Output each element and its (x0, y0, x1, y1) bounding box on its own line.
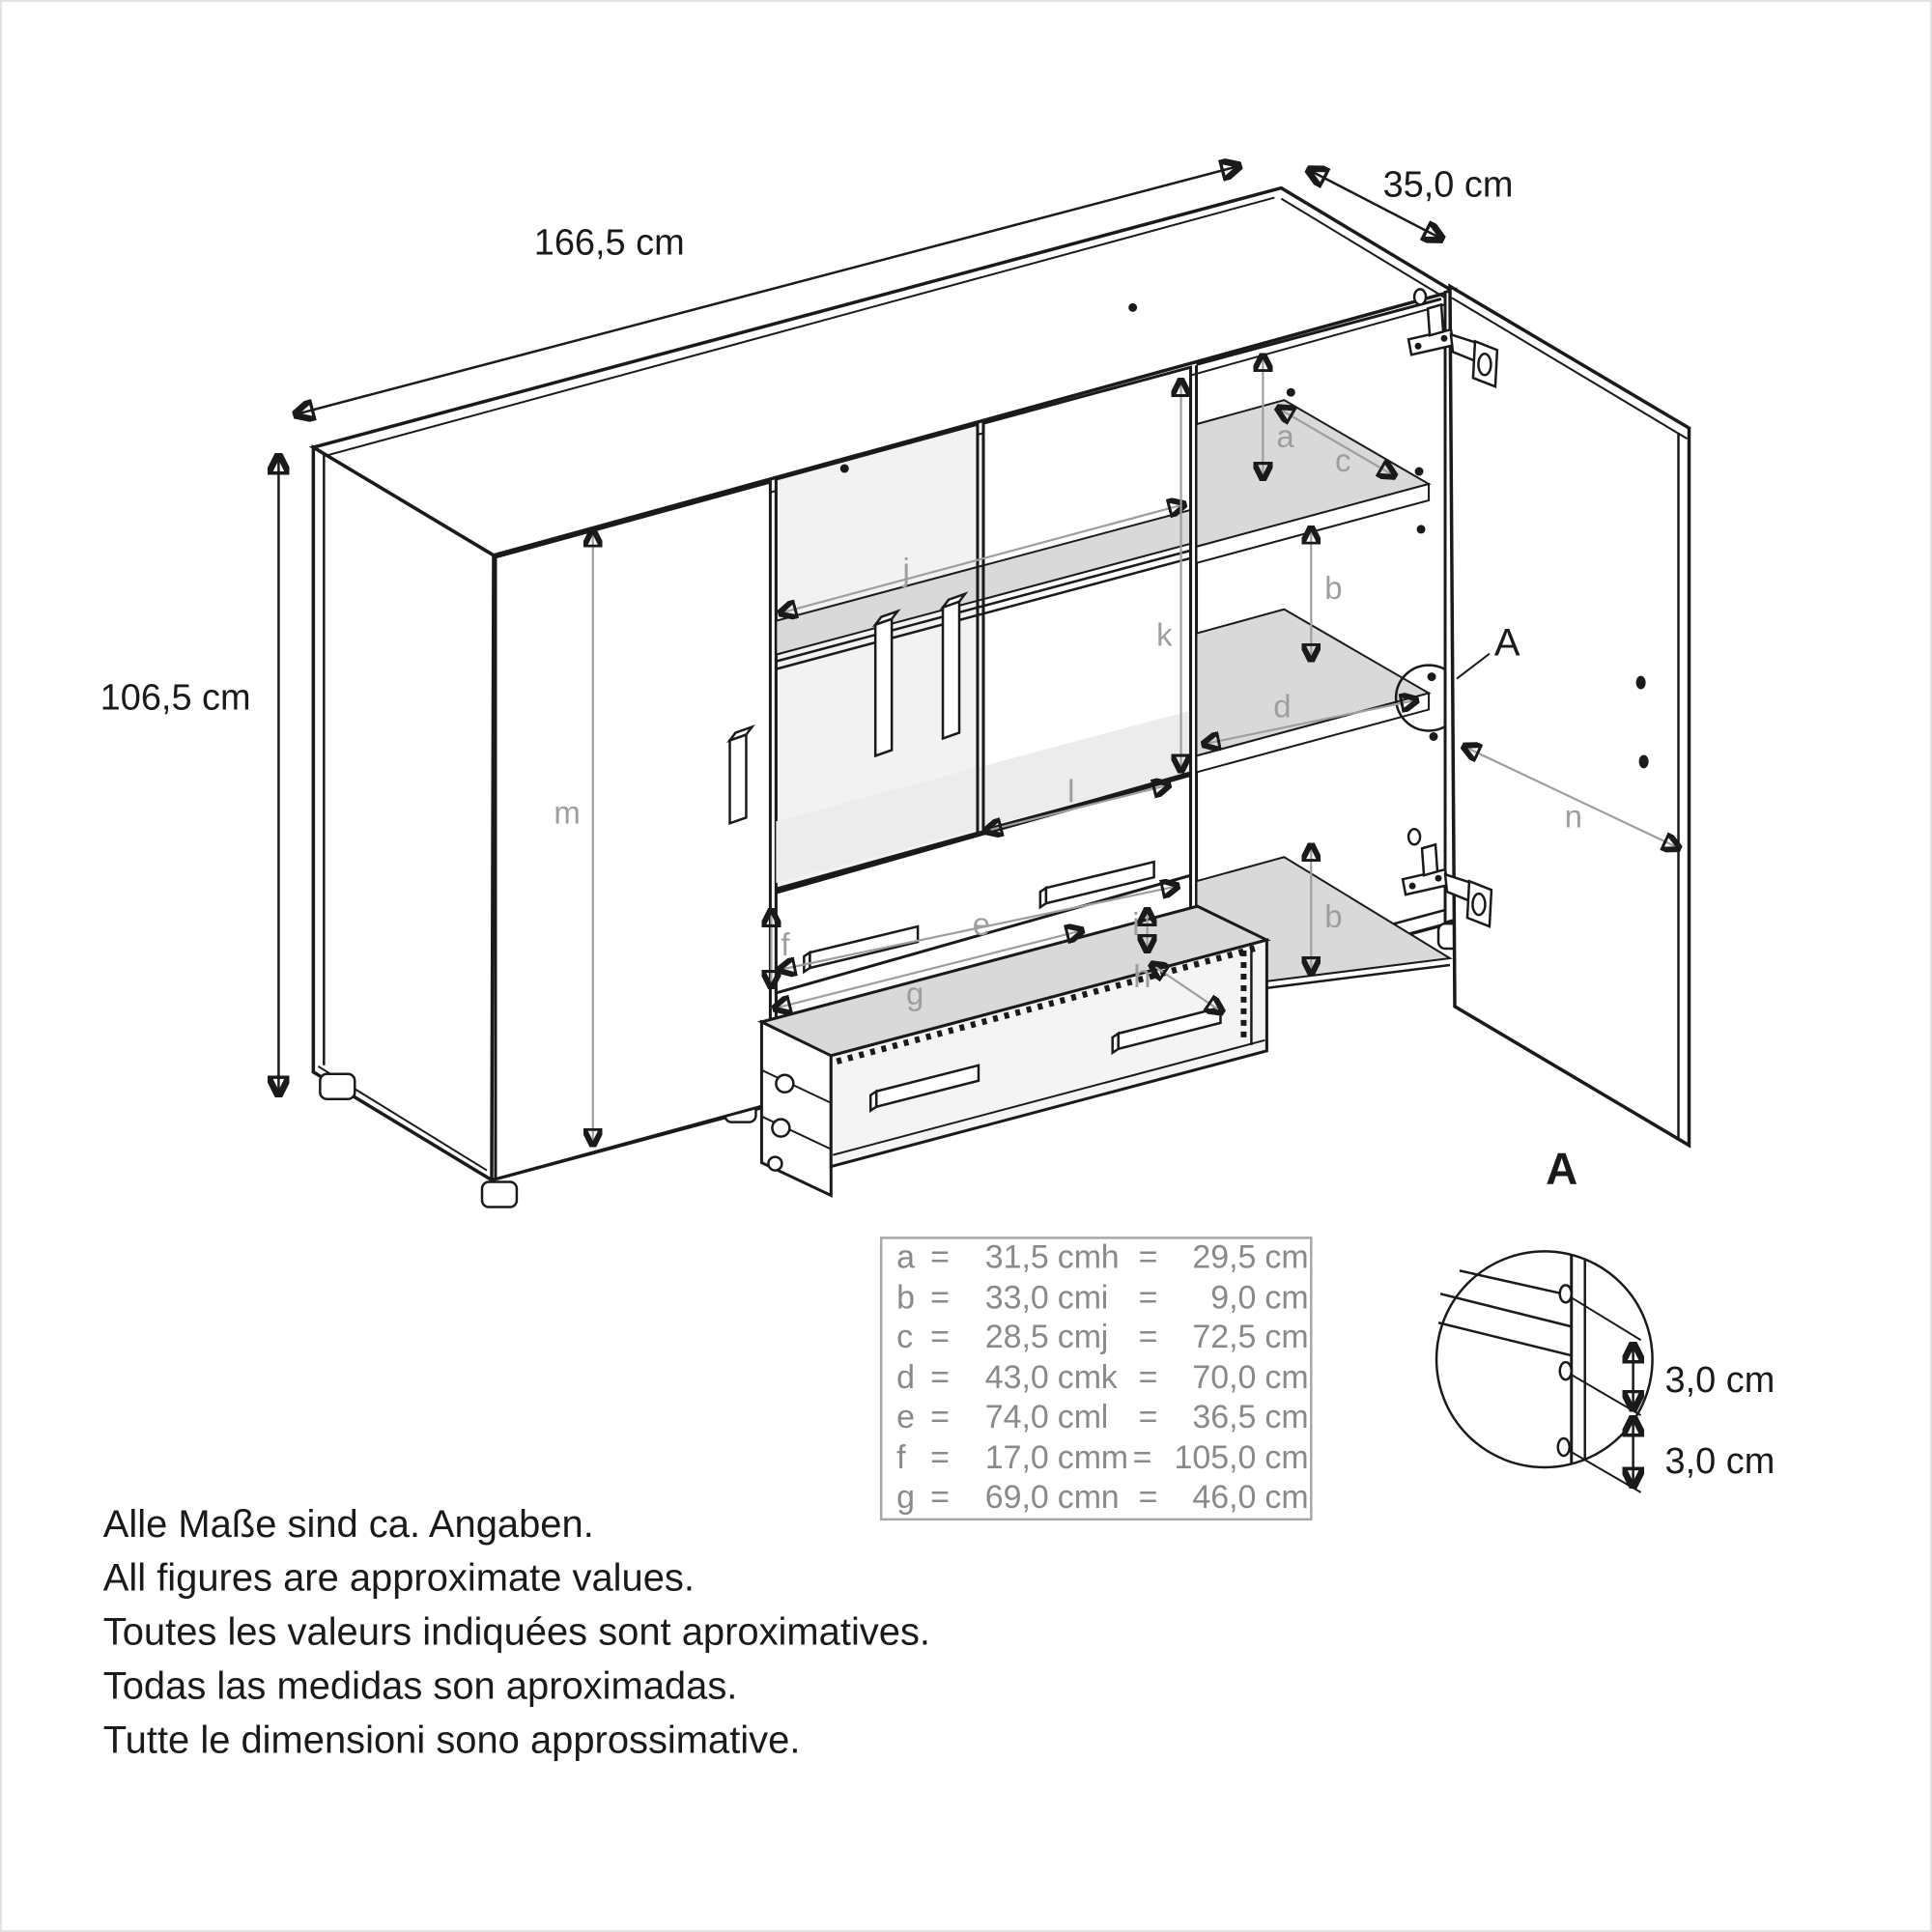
table-cell: cm (1057, 1279, 1102, 1317)
table-cell: = (930, 1438, 950, 1476)
sideboard-dimension-diagram (2, 2, 1930, 1930)
right-door-open (1450, 286, 1690, 1145)
table-cell: cm (1264, 1238, 1309, 1276)
table-cell: e (896, 1399, 916, 1436)
part-label-g: g (905, 975, 924, 1011)
detail-offset-top-label: 3,0 cm (1664, 1360, 1776, 1402)
table-cell: cm (1264, 1279, 1309, 1317)
shelf-edge (1460, 1270, 1572, 1295)
footer-line-fr: Toutes les valeurs indiquées sont aproximatives. (102, 1610, 931, 1654)
table-cell: 46,0 (1192, 1478, 1257, 1516)
dimension-table (881, 1237, 1311, 1519)
part-label-j: j (902, 551, 910, 587)
drawer-side-hole (768, 1157, 781, 1171)
handle (943, 602, 959, 739)
table-cell: 28,5 (984, 1319, 1049, 1356)
drill-hole (1560, 1362, 1572, 1379)
table-cell: = (1138, 1359, 1158, 1397)
table-cell: 31,5 (984, 1238, 1049, 1276)
table-cell: = (1138, 1478, 1158, 1516)
table-cell: 72,5 (1192, 1319, 1257, 1356)
table-cell: = (930, 1359, 950, 1397)
part-label-k: k (1156, 616, 1173, 653)
foot (320, 1074, 355, 1099)
pin-hole-dot (840, 465, 849, 473)
height-dimension-label: 106,5 cm (99, 677, 251, 719)
left-side-panel (313, 447, 494, 1179)
drawer-side-hole (772, 1120, 789, 1137)
right-door-panel (1450, 286, 1690, 1145)
detail-a-title: A (1546, 1143, 1578, 1194)
left-door (496, 479, 776, 1179)
part-label-f: f (781, 926, 790, 963)
table-cell: g (896, 1478, 916, 1516)
part-label-b-upper: b (1324, 569, 1343, 606)
drawer-side-hole (776, 1075, 793, 1093)
handle (875, 619, 892, 756)
table-cell: c (896, 1319, 914, 1356)
table-cell: cm (1264, 1399, 1309, 1436)
part-label-a: a (1276, 418, 1294, 455)
table-cell: b (896, 1279, 916, 1317)
table-cell: 36,5 (1192, 1399, 1257, 1436)
part-label-i: i (1132, 906, 1140, 943)
table-cell: = (1138, 1319, 1158, 1356)
part-label-n: n (1564, 798, 1582, 835)
left-door-panel (496, 482, 770, 1179)
table-cell: 43,0 (984, 1359, 1049, 1397)
door-hole-dot (1636, 676, 1646, 690)
table-cell: 33,0 (984, 1279, 1049, 1317)
table-cell: cm (1264, 1359, 1309, 1397)
detail-offset-bottom-label: 3,0 cm (1664, 1440, 1776, 1482)
detail-view-a (1436, 1144, 1775, 1492)
table-cell: 74,0 (984, 1399, 1049, 1436)
table-cell: 17,0 (984, 1438, 1049, 1476)
depth-dimension-label: 35,0 cm (1382, 164, 1514, 206)
table-cell: l (1100, 1399, 1109, 1436)
table-cell: = (1138, 1399, 1158, 1436)
footer-line-it: Tutte le dimensioni sono approssimative. (102, 1719, 801, 1762)
table-cell: cm (1057, 1399, 1102, 1436)
table-cell: cm (1264, 1478, 1309, 1516)
part-label-e: e (972, 906, 991, 943)
table-cell: j (1100, 1319, 1109, 1356)
table-cell: = (1138, 1279, 1158, 1317)
detail-a-circle (1436, 1251, 1653, 1467)
door-hole-dot (1639, 754, 1649, 768)
table-cell: cm (1057, 1359, 1102, 1397)
table-cell: k (1100, 1359, 1118, 1397)
footer-line-de: Alle Maße sind ca. Angaben. (102, 1502, 594, 1546)
table-cell: cm (1264, 1438, 1309, 1476)
table-cell: n (1100, 1478, 1120, 1516)
table-cell: 105,0 (1174, 1438, 1257, 1476)
foot (482, 1182, 517, 1208)
detail-a-callout-label: A (1493, 621, 1520, 665)
table-cell: cm (1057, 1319, 1102, 1356)
table-cell: cm (1264, 1319, 1309, 1356)
table-cell: i (1100, 1279, 1109, 1317)
table-cell: m (1100, 1438, 1128, 1476)
part-label-h: h (1133, 957, 1151, 994)
part-label-b-lower: b (1324, 898, 1343, 935)
table-cell: = (930, 1238, 950, 1276)
table-cell: cm (1057, 1438, 1102, 1476)
part-label-d: d (1273, 688, 1292, 724)
table-cell: 69,0 (984, 1478, 1049, 1516)
width-dimension-label: 166,5 cm (533, 222, 685, 264)
footer-line-es: Todas las medidas son aproximadas. (102, 1664, 738, 1708)
table-cell: = (1138, 1238, 1158, 1276)
table-cell: h (1100, 1238, 1120, 1276)
table-cell: = (930, 1399, 950, 1436)
part-label-l: l (1067, 773, 1075, 810)
table-cell: 70,0 (1192, 1359, 1257, 1397)
drill-hole (1558, 1438, 1570, 1456)
table-cell: = (930, 1478, 950, 1516)
table-cell: 29,5 (1192, 1238, 1257, 1276)
part-label-m: m (554, 794, 581, 831)
drill-hole (1560, 1285, 1572, 1302)
table-cell: 9,0 (1210, 1279, 1257, 1317)
table-cell: = (930, 1319, 950, 1356)
table-cell: cm (1057, 1478, 1102, 1516)
table-cell: = (1132, 1438, 1152, 1476)
footer-notes (103, 1503, 930, 1762)
table-cell: f (896, 1438, 906, 1476)
table-cell: a (896, 1238, 916, 1276)
footer-line-en: All figures are approximate values. (102, 1556, 695, 1600)
table-cell: d (896, 1359, 916, 1397)
table-cell: cm (1057, 1238, 1102, 1276)
part-label-c: c (1334, 442, 1351, 479)
table-cell: = (930, 1279, 950, 1317)
